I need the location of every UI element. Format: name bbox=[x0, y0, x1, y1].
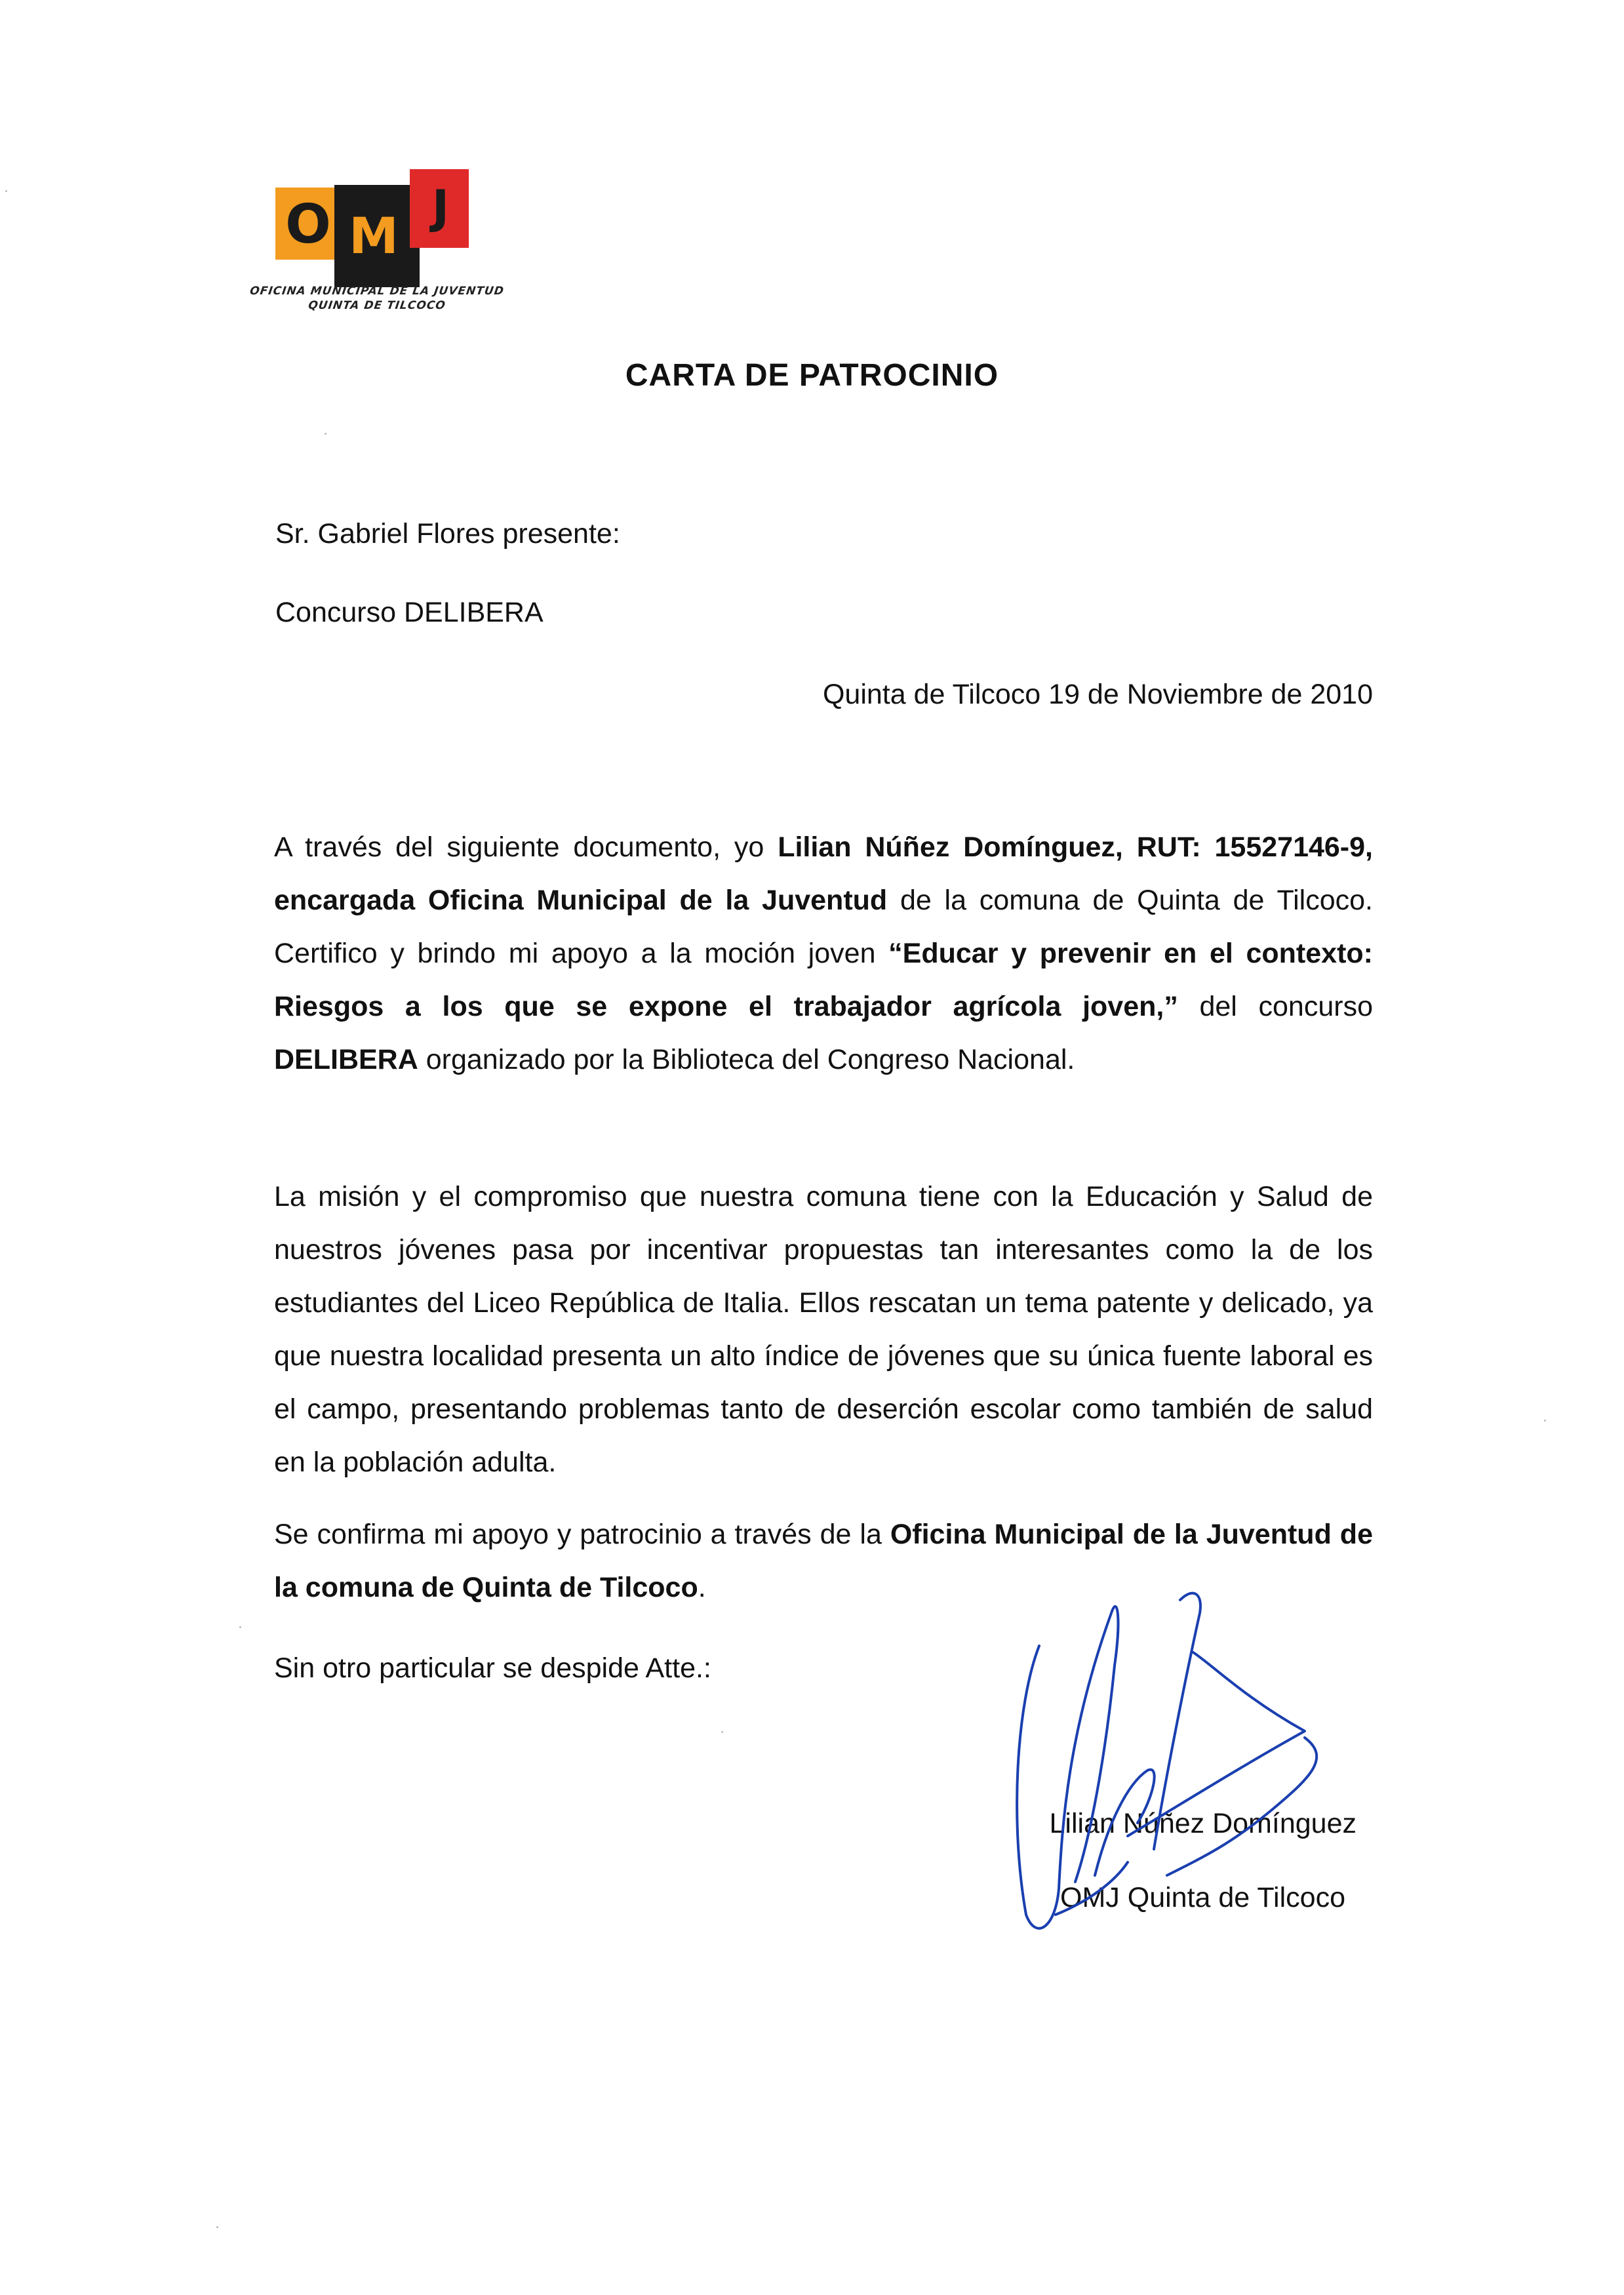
date-line: Quinta de Tilcoco 19 de Noviembre de 2010 bbox=[822, 679, 1373, 710]
handwritten-signature bbox=[997, 1574, 1403, 1941]
svg-text:J: J bbox=[431, 180, 450, 234]
para1-bold-2: “Educar y prevenir en el contexto: Riesgos a los que se expone el trabajador agrícola joven,” bbox=[274, 938, 1373, 1022]
para3-text-2: . bbox=[698, 1572, 706, 1603]
recipient-line: Sr. Gabriel Flores presente: bbox=[275, 518, 620, 549]
paragraph-1 bbox=[274, 821, 1373, 1087]
para1-text-4: organizado por la Biblioteca del Congreso Nacional. bbox=[418, 1044, 1075, 1075]
signatory-org: OMJ Quinta de Tilcoco bbox=[1060, 1882, 1345, 1913]
para1-text-2: de la comuna de Quinta de Tilcoco. Certifico y brindo mi apoyo a la moción joven bbox=[274, 885, 1373, 969]
omj-logo-icon bbox=[249, 169, 505, 287]
signatory-name: Lilian Núñez Domínguez bbox=[1049, 1808, 1357, 1839]
closing-line: Sin otro particular se despide Atte.: bbox=[274, 1652, 711, 1684]
para1-text-3: del concurso bbox=[1178, 991, 1373, 1022]
document-title: CARTA DE PATROCINIO bbox=[625, 358, 999, 393]
svg-text:M: M bbox=[349, 207, 399, 265]
logo-subtitle-line2: QUINTA DE TILCOCO bbox=[307, 299, 447, 312]
para1-bold-3: DELIBERA bbox=[274, 1044, 418, 1075]
logo-subtitle-line1: OFICINA MUNICIPAL DE LA JUVENTUD bbox=[248, 285, 505, 298]
para1-text-1: A través del siguiente documento, yo bbox=[274, 831, 778, 863]
para3-bold-1: Oficina Municipal de la Juventud de la comuna de Quinta de Tilcoco bbox=[274, 1519, 1373, 1603]
para1-bold-1: Lilian Núñez Domínguez, RUT: 15527146-9, encargada Oficina Municipal de la Juventud bbox=[274, 831, 1373, 916]
svg-text:O: O bbox=[285, 193, 331, 256]
para3-text-1: Se confirma mi apoyo y patrocinio a través de la bbox=[274, 1519, 890, 1550]
omj-logo bbox=[249, 169, 505, 340]
paragraph-2: La misión y el compromiso que nuestra comuna tiene con la Educación y Salud de nuestros jóvenes pasa por incentivar propuestas tan interesantes como la de los estudiantes del Liceo República de Italia. Ellos rescatan un tema patente y delicado, ya que nuestra localidad presenta un alto índice de jóvenes que su única fuente laboral es el campo, presentando problemas tanto de deserción escolar como también de salud en la población adulta. bbox=[274, 1181, 1373, 1478]
contest-line: Concurso DELIBERA bbox=[275, 597, 544, 628]
